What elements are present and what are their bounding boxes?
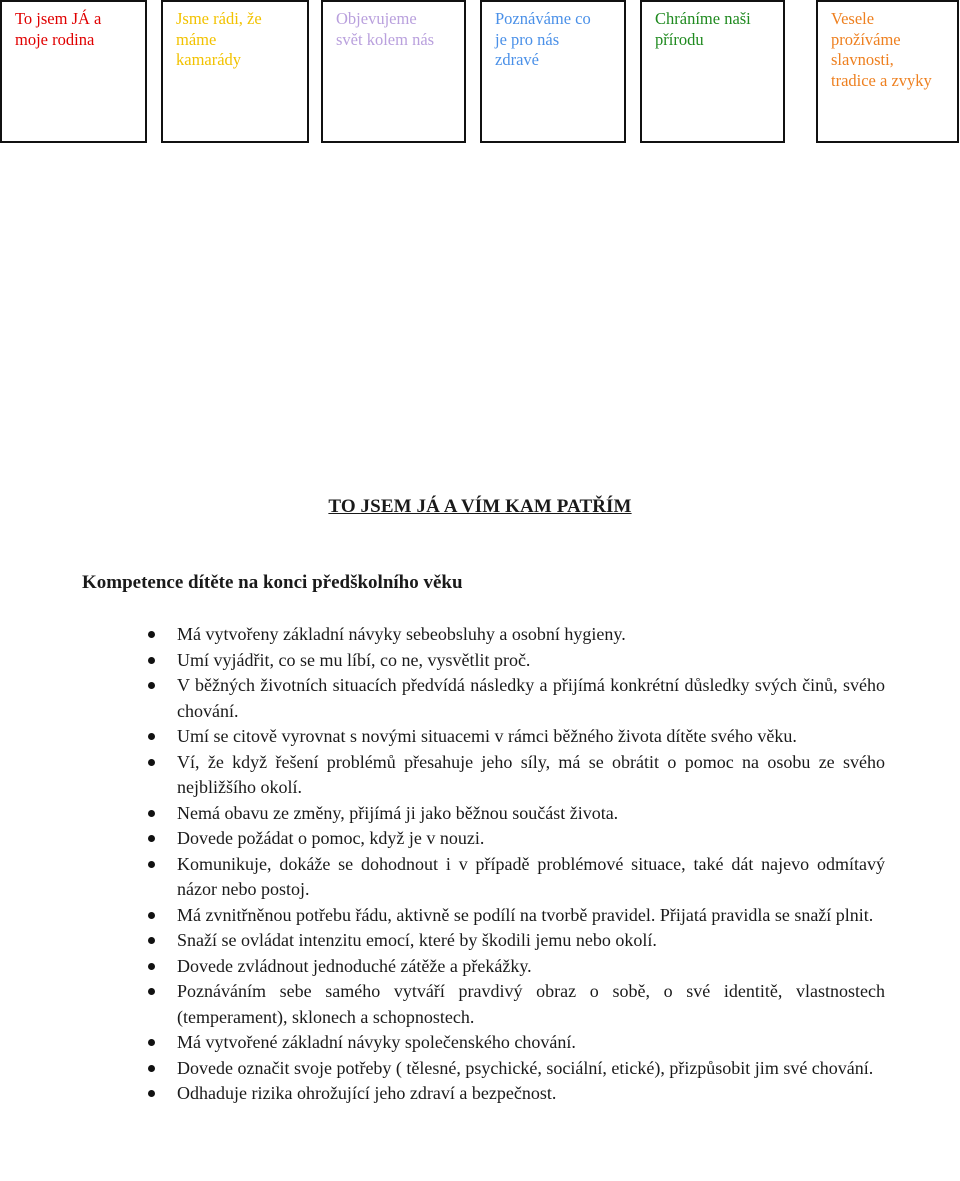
topic-box-friends: Jsme rádi, že máme kamarády	[161, 0, 309, 143]
list-item: V běžných životních situacích předvídá následky a přijímá konkrétní důsledky svých činů, svého chování.	[177, 673, 885, 724]
topic-box-health: Poznáváme co je pro nás zdravé	[480, 0, 626, 143]
topic-box-nature: Chráníme naši přírodu	[640, 0, 785, 143]
page-title: TO JSEM JÁ A VÍM KAM PATŘÍM	[328, 496, 632, 517]
competence-list	[177, 622, 885, 1107]
list-item: Umí vyjádřit, co se mu líbí, co ne, vysvětlit proč.	[177, 648, 885, 674]
list-item: Poznáváním sebe samého vytváří pravdivý obraz o sobě, o své identitě, vlastnostech (temperament), sklonech a schopnostech.	[177, 979, 885, 1030]
list-item: Nemá obavu ze změny, přijímá ji jako běžnou součást života.	[177, 801, 885, 827]
section-heading: Kompetence dítěte na konci předškolního věku	[82, 572, 463, 593]
topic-box-world: Objevujeme svět kolem nás	[321, 0, 466, 143]
topic-box-traditions: Vesele prožíváme slavnosti, tradice a zvyky	[816, 0, 959, 143]
list-item: Umí se citově vyrovnat s novými situacemi v rámci běžného života dítěte svého věku.	[177, 724, 885, 750]
list-item: Komunikuje, dokáže se dohodnout i v případě problémové situace, také dát najevo odmítavý názor nebo postoj.	[177, 852, 885, 903]
topic-box-family: To jsem JÁ a moje rodina	[0, 0, 147, 143]
list-item: Dovede požádat o pomoc, když je v nouzi.	[177, 826, 885, 852]
list-item: Ví, že když řešení problémů přesahuje jeho síly, má se obrátit o pomoc na osobu ze svého nejbližšího okolí.	[177, 750, 885, 801]
list-item: Dovede označit svoje potřeby ( tělesné, psychické, sociální, etické), přizpůsobit jim své chování.	[177, 1056, 885, 1082]
list-item: Odhaduje rizika ohrožující jeho zdraví a bezpečnost.	[177, 1081, 885, 1107]
list-item: Má vytvořeny základní návyky sebeobsluhy a osobní hygieny.	[177, 622, 885, 648]
list-item: Má zvnitřněnou potřebu řádu, aktivně se podílí na tvorbě pravidel. Přijatá pravidla se snaží plnit.	[177, 903, 885, 929]
list-item: Dovede zvládnout jednoduché zátěže a překážky.	[177, 954, 885, 980]
list-item: Má vytvořené základní návyky společenského chování.	[177, 1030, 885, 1056]
list-item: Snaží se ovládat intenzitu emocí, které by škodili jemu nebo okolí.	[177, 928, 885, 954]
